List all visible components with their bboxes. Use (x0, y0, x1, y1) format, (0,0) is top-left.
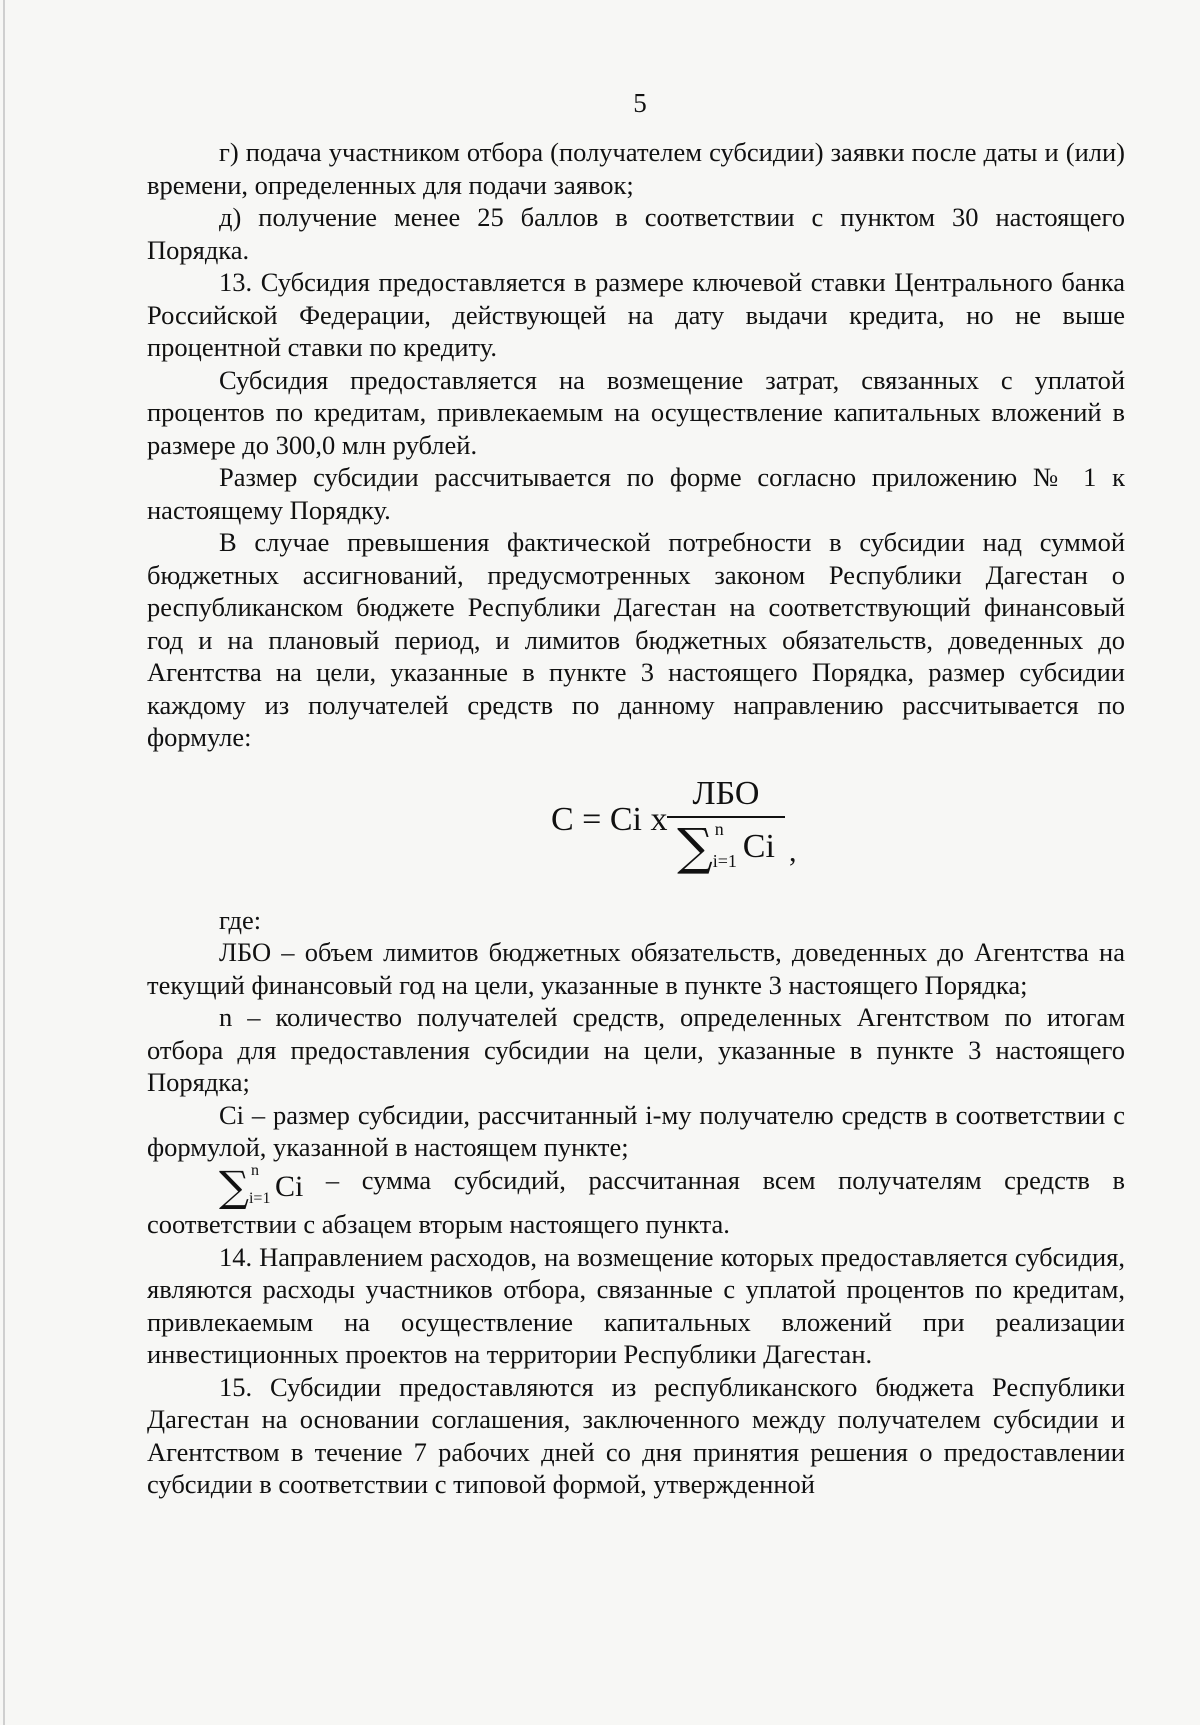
definition-sum (147, 1161, 1125, 1241)
inline-sigma-limits (248, 1161, 275, 1208)
inline-sum-formula (219, 1161, 304, 1211)
where-label: где: (219, 904, 262, 935)
page-number: 5 (633, 88, 647, 118)
sigma-limits (712, 818, 743, 872)
ci-description: – размер субсидии, рассчитанный i-му получателю средств в соответствии с формулой, указанной в настоящем пункте; (147, 1099, 1125, 1162)
scan-edge (3, 0, 5, 1725)
formula-numerator: ЛБО (692, 774, 760, 812)
paragraph-d: д) получение менее 25 баллов в соответствии с пунктом 30 настоящего Порядка. (147, 202, 1125, 265)
paragraph-14: 14. Направлением расходов, на возмещение которых предоставляется субсидия, являются расходы участников отбора, связанные с уплатой процентов по кредитам, привлекаемым на осуществление капитальных вложений при реализации инвестиционных проектов на территории Республики Дагестан. (147, 1241, 1125, 1369)
definition-ci (147, 1099, 1125, 1164)
definition-lbo: ЛБО – объем лимитов бюджетных обязательств, доведенных до Агентства на текущий финансовый год на цели, указанные в пункте 3 настоящего Порядка; (147, 937, 1125, 1000)
sigma-upper-limit: n (714, 818, 724, 839)
definition-n: n – количество получателей средств, определенных Агентством по итогам отбора для предоставления субсидии на цели, указанные в пункте 3 настоящего Порядка; (147, 1002, 1125, 1097)
paragraph-13-4: В случае превышения фактической потребности в субсидии над суммой бюджетных ассигнований, предусмотренных законом Республики Дагестан о республиканском бюджете Республики Дагестан на соответствующий финансовый год и на плановый период, и лимитов бюджетных обязательств, доведенных до Агентства на цели, указанные в пункте 3 настоящего Порядка, размер субсидии каждому из получателей средств по данному направлению рассчитывается по формуле: (147, 527, 1125, 752)
sigma-symbol: ∑ (677, 817, 713, 876)
sum-description: – сумма субсидий, рассчитанная всем получателям средств в соответствии с абзацем вторым настоящего пункта. (147, 1164, 1125, 1239)
paragraph-13-3: Размер субсидии рассчитывается по форме согласно приложению № 1 к настоящему Порядку. (147, 462, 1125, 525)
inline-sigma-lower: i=1 (248, 1189, 271, 1207)
inline-sigma-symbol: ∑ (219, 1161, 249, 1211)
formula-comma: , (789, 834, 797, 868)
sigma-term: Ci (742, 827, 775, 865)
formula-fraction (667, 774, 785, 878)
document-body (147, 136, 1125, 1501)
paragraph-13-2: Субсидия предоставляется на возмещение затрат, связанных с уплатой процентов по кредитам, привлекаемым на осуществление капитальных вложений в размере до 300,0 млн рублей. (147, 364, 1125, 460)
paragraph-13: 13. Субсидия предоставляется в размере ключевой ставки Центрального банка Российской Федерации, действующей на дату выдачи кредита, но не выше процентной ставки по кредиту. (147, 267, 1125, 362)
formula-lhs: C = Ci x (551, 800, 668, 838)
inline-sigma-upper: n (250, 1161, 259, 1179)
paragraph-15: 15. Субсидии предоставляются из республиканского бюджета Республики Дагестан на основании соглашения, заключенного между получателем субсидии и Агентством в течение 7 рабочих дней со дня принятия решения о предоставлении субсидии в соответствии с типовой формой, утвержденной (147, 1371, 1125, 1499)
inline-sigma-term: Ci (274, 1169, 304, 1203)
subsidy-formula (147, 754, 1125, 904)
formula-denominator (667, 817, 785, 878)
sigma-lower-limit: i=1 (712, 850, 737, 871)
paragraph-g: г) подача участником отбора (получателем субсидии) заявки после даты и (или) времени, определенных для подачи заявок; (147, 137, 1125, 200)
ci-symbol: Ci (219, 1099, 245, 1130)
